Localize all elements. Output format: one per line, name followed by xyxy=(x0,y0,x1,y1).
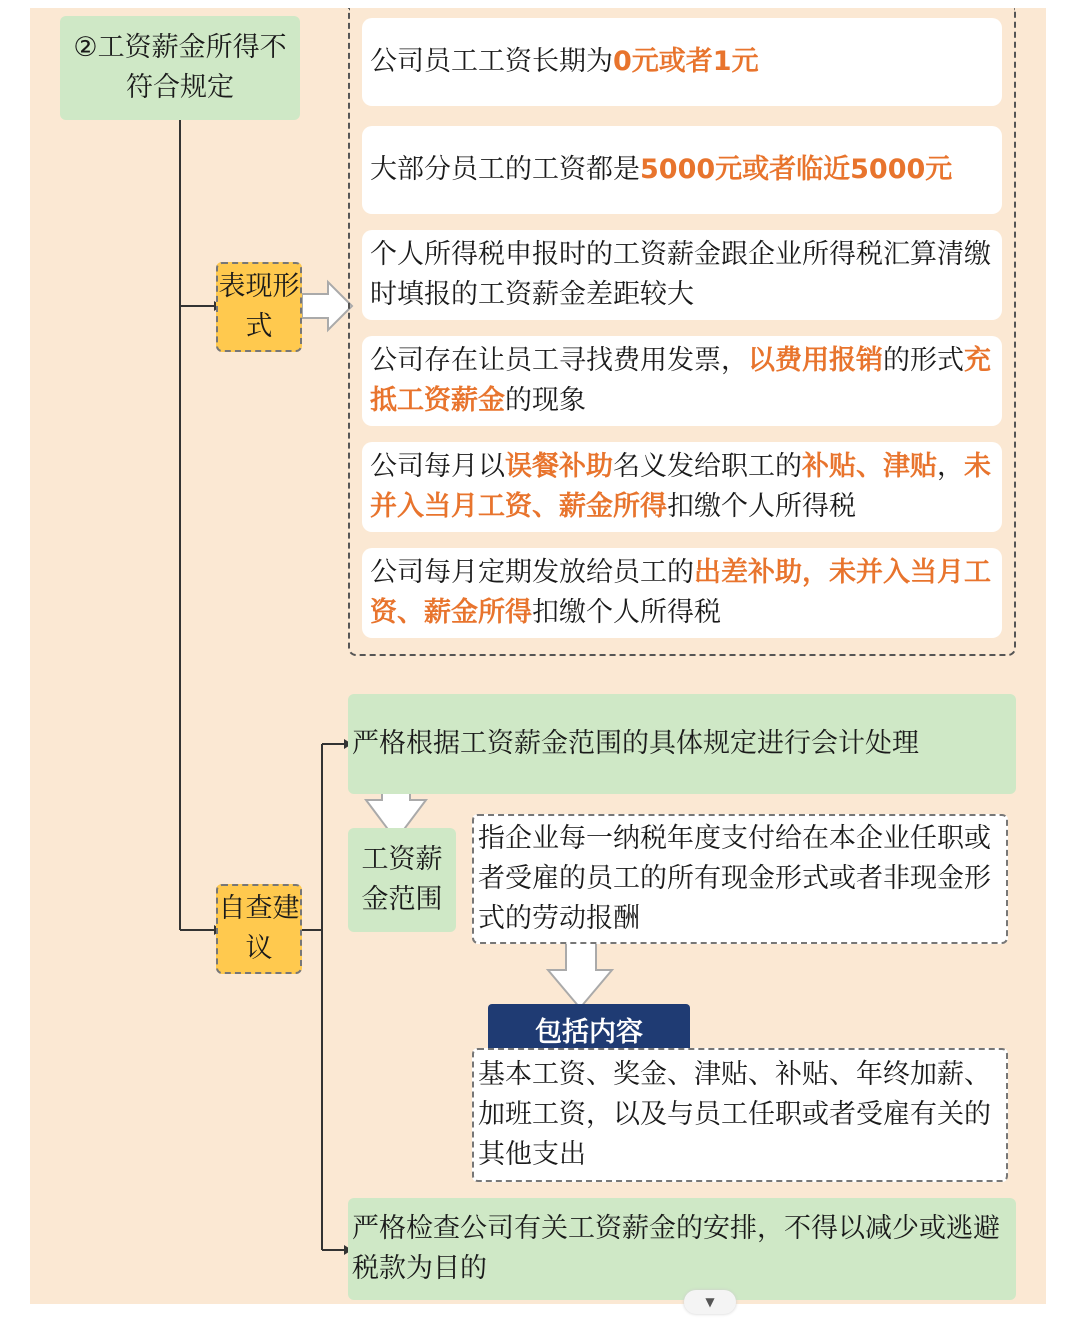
form-item-3-text: 个人所得税申报时的工资薪金跟企业所得税汇算清缴时填报的工资薪金差距较大 xyxy=(370,239,991,310)
includes-content-text: 基本工资、奖金、津贴、补贴、年终加薪、加班工资，以及与员工任职或者受雇有关的其他支出 xyxy=(478,1059,991,1170)
branch-advice-label xyxy=(216,884,302,974)
form-item-5-text: 公司每月以误餐补助名义发给职工的补贴、津贴，未并入当月工资、薪金所得扣缴个人所得税 xyxy=(370,451,991,522)
advice-item-2-text: 严格检查公司有关工资薪金的安排，不得以减少或逃避税款为目的 xyxy=(352,1213,1000,1284)
includes-header-text: 包括内容 xyxy=(535,1016,643,1048)
form-item-6-text: 公司每月定期发放给员工的出差补助，未并入当月工资、薪金所得扣缴个人所得税 xyxy=(370,557,991,628)
branch-advice-text: 自查建议 xyxy=(218,893,300,964)
scope-definition-box xyxy=(472,814,1008,944)
root-node xyxy=(60,16,300,120)
form-item-2 xyxy=(362,126,1002,214)
form-item-4-text: 公司存在让员工寻找费用发票，以费用报销的形式充抵工资薪金的现象 xyxy=(370,345,991,416)
includes-header xyxy=(488,1004,690,1054)
arrow-down-icon-2 xyxy=(548,940,612,1008)
root-title: ②工资薪金所得不符合规定 xyxy=(73,32,287,103)
form-item-6 xyxy=(362,548,1002,638)
scope-label-box xyxy=(348,828,456,932)
form-item-1 xyxy=(362,18,1002,106)
form-item-2-text: 大部分员工的工资都是5000元或者临近5000元 xyxy=(370,154,953,185)
arrow-right-icon xyxy=(302,282,352,330)
includes-content-box xyxy=(472,1048,1008,1182)
form-item-1-text: 公司员工工资长期为0元或者1元 xyxy=(370,46,759,77)
branch-forms-label xyxy=(216,262,302,352)
advice-item-1-text: 严格根据工资薪金范围的具体规定进行会计处理 xyxy=(352,728,919,759)
branch-forms-text: 表现形式 xyxy=(218,271,300,342)
form-item-5 xyxy=(362,442,1002,532)
scope-definition-text: 指企业每一纳税年度支付给在本企业任职或者受雇的员工的所有现金形式或者非现金形式的劳动报酬 xyxy=(478,823,991,934)
form-item-3 xyxy=(362,230,1002,320)
advice-item-2 xyxy=(348,1198,1016,1300)
chevron-down-icon[interactable]: ▼ xyxy=(684,1290,736,1314)
scope-label-text: 工资薪金范围 xyxy=(361,844,443,915)
form-item-4 xyxy=(362,336,1002,426)
advice-item-1 xyxy=(348,694,1016,794)
